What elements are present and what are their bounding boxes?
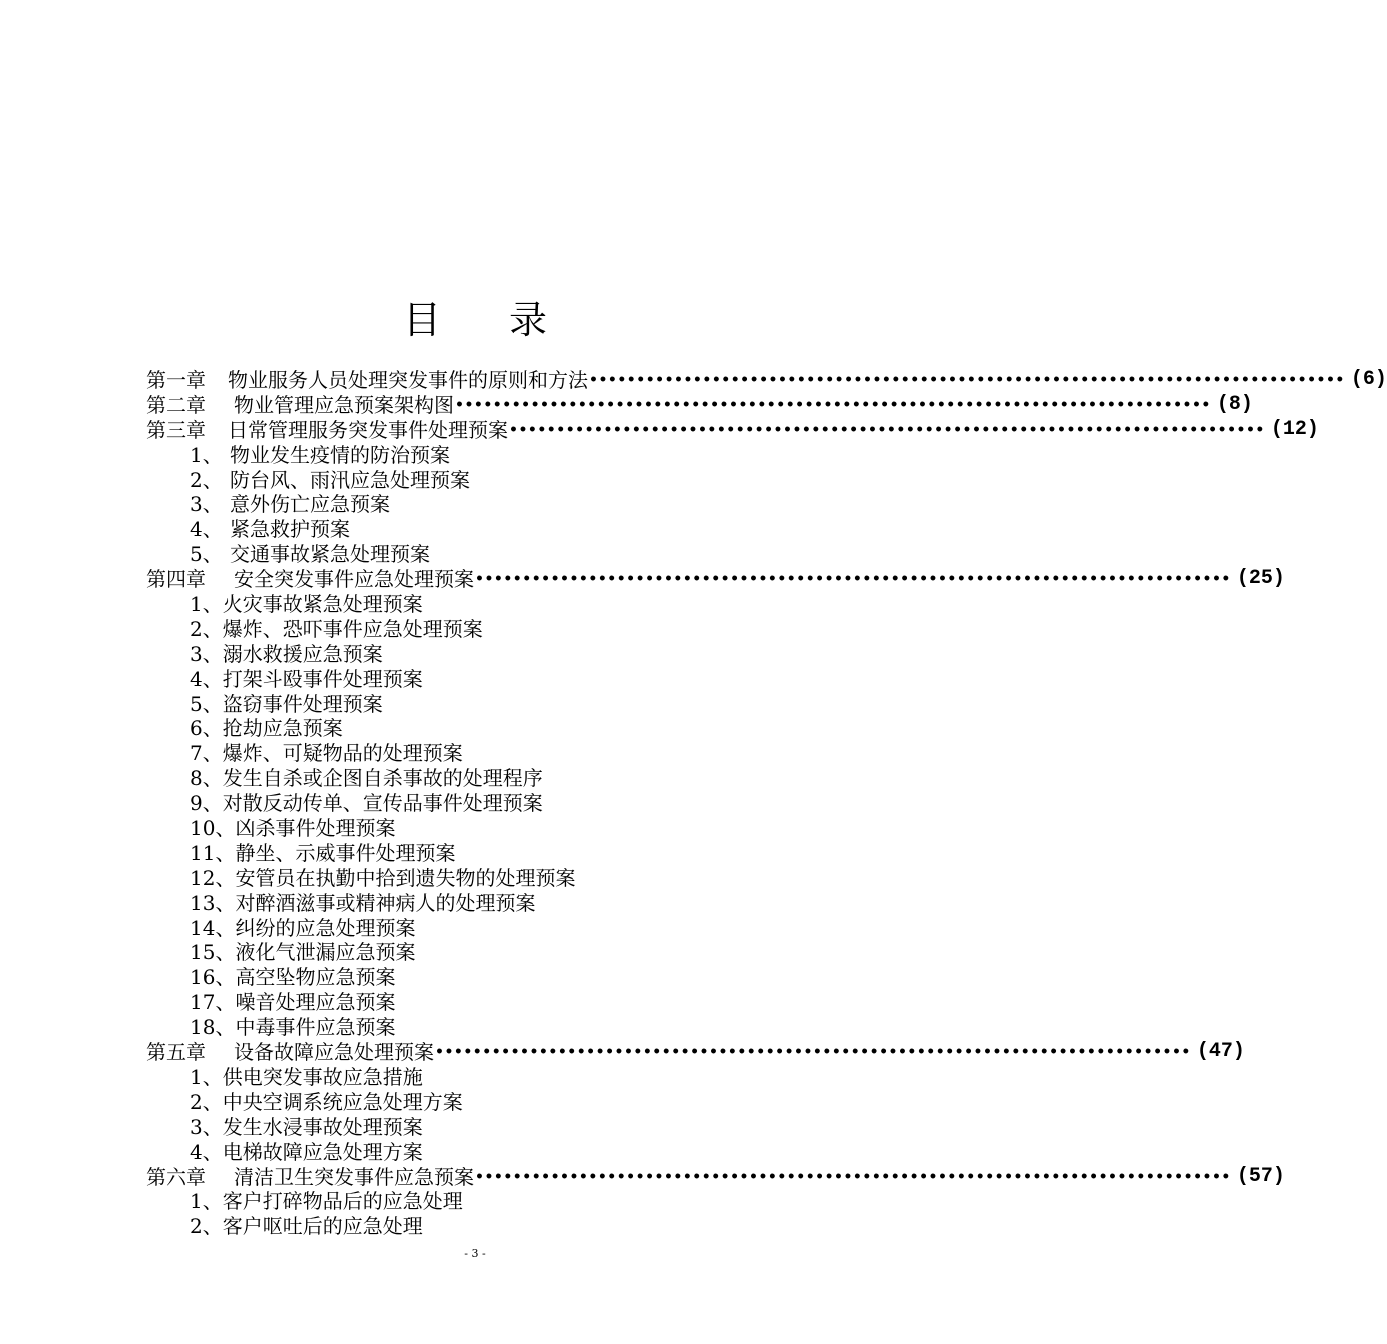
chapter-title: 日常管理服务突发事件处理预案 bbox=[228, 417, 508, 442]
chapter-title: 设备故障应急处理预案 bbox=[234, 1040, 434, 1065]
section-title: 静坐、示威事件处理预案 bbox=[235, 840, 456, 865]
toc-section-entry[interactable] bbox=[146, 1140, 804, 1165]
section-index: 4、 bbox=[190, 1139, 223, 1164]
chapter-title: 物业管理应急预案架构图 bbox=[234, 392, 454, 417]
chapter-number: 第二章 bbox=[146, 392, 206, 417]
page-number: - 3 - bbox=[464, 1247, 486, 1260]
section-title: 打架斗殴事件处理预案 bbox=[222, 666, 423, 691]
toc-section-entry[interactable] bbox=[146, 791, 804, 816]
section-index: 2、 bbox=[190, 1089, 223, 1114]
section-title: 爆炸、恐吓事件应急处理预案 bbox=[222, 616, 483, 641]
section-title: 交通事故紧急处理预案 bbox=[230, 542, 430, 567]
section-title: 对散反动传单、宣传品事件处理预案 bbox=[222, 791, 543, 816]
section-index: 5、 bbox=[190, 691, 223, 716]
section-title: 爆炸、可疑物品的处理预案 bbox=[222, 741, 463, 766]
toc-section-entry[interactable] bbox=[146, 592, 804, 617]
toc-section-entry[interactable] bbox=[146, 542, 804, 567]
section-index: 4、 bbox=[190, 517, 223, 542]
section-title: 纠纷的应急处理预案 bbox=[235, 915, 416, 940]
section-title: 抢劫应急预案 bbox=[222, 716, 343, 741]
toc-section-entry[interactable] bbox=[146, 766, 804, 791]
toc-section-entry[interactable] bbox=[146, 1189, 804, 1214]
section-index: 1、 bbox=[190, 442, 223, 467]
chapter-number: 第一章 bbox=[146, 368, 206, 392]
toc-section-entry[interactable] bbox=[146, 1090, 804, 1115]
dot-leader: •••••••••••••••••••••••••••••••••••••••••••••••••••••••••••••••••••••••••••••••• bbox=[475, 571, 1231, 588]
toc-section-entry[interactable] bbox=[146, 692, 804, 717]
toc-chapter-entry[interactable] bbox=[146, 417, 1319, 443]
section-index: 13、 bbox=[190, 890, 236, 915]
chapter-page-number: (25) bbox=[1236, 567, 1285, 591]
toc-section-entry[interactable] bbox=[146, 1115, 804, 1140]
toc-section-entry[interactable] bbox=[146, 667, 804, 692]
toc-section-entry[interactable] bbox=[146, 816, 804, 841]
section-index: 2、 bbox=[190, 616, 223, 641]
section-title: 紧急救护预案 bbox=[230, 517, 350, 542]
toc-section-entry[interactable] bbox=[146, 940, 804, 965]
toc-section-entry[interactable] bbox=[146, 741, 804, 766]
toc-chapter-entry[interactable] bbox=[146, 1040, 1245, 1065]
dot-leader: •••••••••••••••••••••••••••••••••••••••••••••••••••••••••••••••••••••••••••••••• bbox=[455, 396, 1211, 413]
section-index: 2、 bbox=[190, 467, 223, 492]
section-title: 溺水救援应急预案 bbox=[222, 641, 383, 666]
section-title: 对醉酒滋事或精神病人的处理预案 bbox=[235, 890, 536, 915]
section-index: 9、 bbox=[190, 791, 223, 816]
section-title: 客户呕吐后的应急处理 bbox=[222, 1214, 423, 1239]
section-title: 电梯故障应急处理方案 bbox=[222, 1139, 423, 1164]
toc-section-entry[interactable] bbox=[146, 965, 804, 990]
section-title: 凶杀事件处理预案 bbox=[235, 816, 396, 841]
chapter-title: 物业服务人员处理突发事件的原则和方法 bbox=[228, 368, 588, 392]
section-title: 液化气泄漏应急预案 bbox=[235, 940, 416, 965]
dot-leader: •••••••••••••••••••••••••••••••••••••••••••••••••••••••••••••••••••••••••••••••• bbox=[435, 1044, 1191, 1061]
section-title: 中央空调系统应急处理方案 bbox=[222, 1089, 463, 1114]
section-index: 5、 bbox=[190, 542, 223, 567]
toc-section-entry[interactable] bbox=[146, 1065, 804, 1090]
chapter-number: 第六章 bbox=[146, 1164, 206, 1189]
section-index: 8、 bbox=[190, 766, 223, 791]
toc-section-entry[interactable] bbox=[146, 891, 804, 916]
toc-section-entry[interactable] bbox=[146, 642, 804, 667]
section-index: 6、 bbox=[190, 716, 223, 741]
toc-section-entry[interactable] bbox=[146, 841, 804, 866]
dot-leader: •••••••••••••••••••••••••••••••••••••••••••••••••••••••••••••••••••••••••••••••• bbox=[589, 372, 1345, 388]
section-index: 12、 bbox=[190, 865, 236, 890]
toc-section-entry[interactable] bbox=[146, 617, 804, 642]
toc-section-entry[interactable] bbox=[146, 990, 804, 1015]
toc-section-entry[interactable] bbox=[146, 916, 804, 941]
section-index: 14、 bbox=[190, 915, 236, 940]
chapter-page-number: (57) bbox=[1236, 1164, 1285, 1188]
toc-section-entry[interactable] bbox=[146, 1015, 804, 1040]
section-index: 4、 bbox=[190, 666, 223, 691]
section-title: 发生自杀或企图自杀事故的处理程序 bbox=[222, 766, 543, 791]
chapter-page-number: (12) bbox=[1270, 417, 1319, 441]
chapter-number: 第四章 bbox=[146, 567, 206, 592]
section-index: 15、 bbox=[190, 940, 236, 965]
toc-section-entry[interactable] bbox=[146, 517, 804, 542]
section-title: 盗窃事件处理预案 bbox=[222, 691, 383, 716]
toc-section-entry[interactable] bbox=[146, 443, 804, 468]
section-title: 发生水浸事故处理预案 bbox=[222, 1114, 423, 1139]
section-index: 1、 bbox=[190, 1189, 223, 1214]
chapter-page-number: (8) bbox=[1216, 392, 1253, 416]
toc-chapter-entry[interactable] bbox=[146, 368, 1387, 393]
section-title: 高空坠物应急预案 bbox=[235, 965, 396, 990]
page-title: 目 录 bbox=[402, 298, 576, 342]
section-title: 火灾事故紧急处理预案 bbox=[222, 592, 423, 617]
dot-leader: •••••••••••••••••••••••••••••••••••••••••••••••••••••••••••••••••••••••••••••••• bbox=[475, 1168, 1231, 1185]
section-index: 17、 bbox=[190, 990, 236, 1015]
section-index: 18、 bbox=[190, 1015, 236, 1040]
dot-leader: •••••••••••••••••••••••••••••••••••••••••••••••••••••••••••••••••••••••••••••••• bbox=[509, 421, 1265, 438]
chapter-page-number: (6) bbox=[1350, 368, 1387, 391]
section-title: 噪音处理应急预案 bbox=[235, 990, 396, 1015]
toc-chapter-entry[interactable] bbox=[146, 1164, 1285, 1190]
chapter-title: 安全突发事件应急处理预案 bbox=[234, 567, 474, 592]
table-of-contents bbox=[146, 368, 1387, 1239]
section-title: 物业发生疫情的防治预案 bbox=[230, 442, 450, 467]
section-index: 7、 bbox=[190, 741, 223, 766]
section-title: 客户打碎物品后的应急处理 bbox=[222, 1189, 463, 1214]
section-index: 2、 bbox=[190, 1214, 223, 1239]
toc-chapter-entry[interactable] bbox=[146, 567, 1285, 592]
toc-section-entry[interactable] bbox=[146, 866, 804, 891]
section-title: 意外伤亡应急预案 bbox=[230, 492, 390, 517]
toc-section-entry[interactable] bbox=[146, 492, 804, 517]
section-index: 3、 bbox=[190, 492, 223, 517]
chapter-number: 第三章 bbox=[146, 417, 206, 442]
chapter-title: 清洁卫生突发事件应急预案 bbox=[234, 1164, 474, 1189]
section-title: 安管员在执勤中拾到遗失物的处理预案 bbox=[235, 865, 576, 890]
toc-section-entry[interactable] bbox=[146, 468, 804, 493]
toc-section-entry[interactable] bbox=[146, 716, 804, 741]
section-index: 3、 bbox=[190, 641, 223, 666]
section-index: 1、 bbox=[190, 1064, 223, 1089]
section-index: 11、 bbox=[190, 840, 236, 865]
chapter-number: 第五章 bbox=[146, 1040, 206, 1065]
section-title: 防台风、雨汛应急处理预案 bbox=[230, 467, 470, 492]
section-index: 10、 bbox=[190, 816, 236, 841]
toc-chapter-entry[interactable] bbox=[146, 392, 1253, 418]
section-index: 16、 bbox=[190, 965, 236, 990]
section-index: 1、 bbox=[190, 592, 223, 617]
section-index: 3、 bbox=[190, 1114, 223, 1139]
toc-section-entry[interactable] bbox=[146, 1214, 804, 1239]
section-title: 中毒事件应急预案 bbox=[235, 1015, 396, 1040]
chapter-page-number: (47) bbox=[1196, 1040, 1245, 1064]
section-title: 供电突发事故应急措施 bbox=[222, 1064, 423, 1089]
